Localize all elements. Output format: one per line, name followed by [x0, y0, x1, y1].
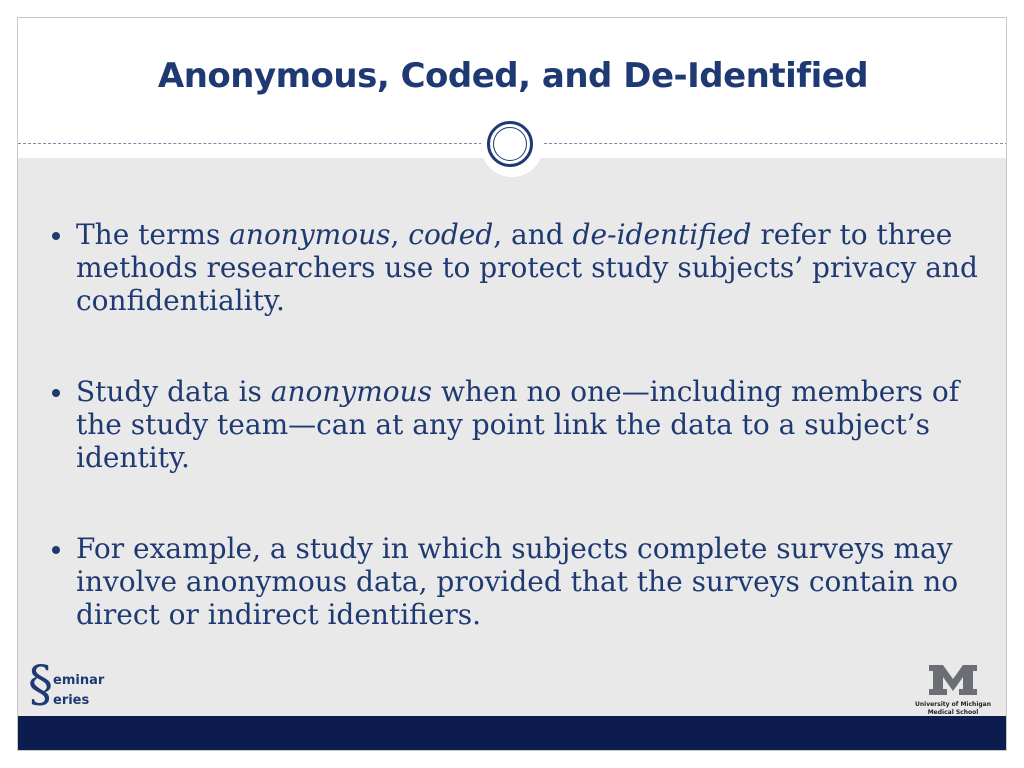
bullet-text: [76, 218, 978, 317]
bullet-text-italic: coded: [408, 218, 494, 251]
bullet-item: [48, 218, 978, 317]
section-sign-icon: §: [28, 655, 53, 713]
slide: [17, 17, 1007, 751]
bullet-text: [76, 375, 959, 474]
bullet-text-run: Study data is: [76, 375, 271, 408]
slide-title: Anonymous, Coded, and De-Identified: [157, 56, 869, 96]
bullet-text-italic: anonymous: [229, 218, 391, 251]
block-m-icon: [927, 663, 979, 697]
series-logo-word: eries: [53, 693, 90, 708]
bullet-list: [48, 218, 978, 689]
umich-medical-school-logo: [913, 663, 993, 723]
seminar-series-logo: [28, 655, 128, 719]
bullet-dot-icon: [52, 389, 60, 397]
bullet-text-italic: anonymous: [270, 375, 433, 408]
umich-logo-line1: University of Michigan: [915, 701, 991, 708]
bullet-dot-icon: [52, 232, 60, 240]
bullet-text: [76, 532, 958, 631]
bullet-text-run: when no one—including members of the study team—can at any point link the data to a subject’s identity.: [76, 375, 960, 474]
bullet-text-run: For example, a study in which subjects complete surveys may involve anonymous data, provided that the surveys contain no direct or indirect identifiers.: [76, 532, 959, 631]
umich-logo-line2: Medical School: [927, 709, 979, 716]
bullet-text-italic: de-identified: [572, 218, 752, 251]
bullet-text-run: , and: [493, 218, 573, 251]
seminar-logo-word: eminar: [53, 673, 105, 688]
divider-circle-icon: [487, 121, 533, 167]
bullet-text-run: ,: [390, 218, 409, 251]
bullet-text-run: The terms: [76, 218, 230, 251]
footer-bar: [18, 716, 1007, 751]
bullet-item: [48, 375, 978, 474]
bullet-dot-icon: [52, 546, 60, 554]
bullet-item: [48, 532, 978, 631]
bullet-text-run: refer to three methods researchers use to protect study subjects’ privacy and confidentiality.: [76, 218, 978, 317]
